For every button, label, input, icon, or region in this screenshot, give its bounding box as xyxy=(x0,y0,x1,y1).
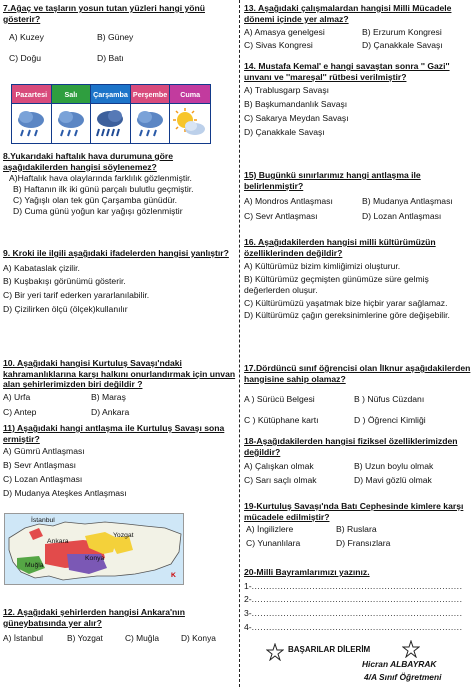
question-8 xyxy=(3,151,237,216)
q8-option-c[interactable]: C) Yağışlı olan tek gün Çarşamba günüdür. xyxy=(13,194,178,205)
q19-option-c[interactable]: C) Yunanlılara xyxy=(246,538,301,549)
question-9 xyxy=(3,248,237,315)
compass-north-icon: K xyxy=(171,572,176,579)
q15-option-c[interactable]: C) Sevr Antlaşması xyxy=(244,211,318,222)
q16-option-a[interactable]: A) Kültürümüz bizim kimliğimizi oluşturur. xyxy=(244,261,401,272)
q10-option-d[interactable]: D) Ankara xyxy=(91,406,130,417)
q9-option-b[interactable]: B) Kuşbakışı görünümü gösterir. xyxy=(3,276,126,287)
question-20-title: 20-Milli Bayramlarımızı yazınız. xyxy=(244,567,370,577)
question-10-title: 10. Aşağıdaki hangisi Kurtuluş Savaşı'ndaki kahramanlıklarına karşı halkını onurlandırmak için unvan alan şehirlerimizden biri değildir ? xyxy=(3,358,236,390)
q16-option-b[interactable]: B) Kültürümüz geçmişten günümüze süre gelmiş değerlerden oluşur. xyxy=(244,274,429,295)
q9-option-d[interactable]: D) Çizilirken ölçü (ölçek)kullanılır xyxy=(3,303,128,314)
q11-option-c[interactable]: C) Lozan Antlaşması xyxy=(3,473,83,484)
question-7-title: 7.Ağaç ve taşların yosun tutan yüzleri hangi yönü gösterir? xyxy=(3,3,205,24)
question-20 xyxy=(244,567,472,633)
question-12 xyxy=(3,607,237,644)
q8-option-a[interactable]: A)Haftalık hava olaylarında farklılık gözlenmiştir. xyxy=(9,173,192,184)
q9-option-a[interactable]: A) Kabataslak çizilir. xyxy=(3,262,80,273)
q18-option-d[interactable]: D) Mavi gözlü olmak xyxy=(354,475,432,486)
cloud-rain-icon xyxy=(12,103,52,143)
q7-option-d[interactable]: D) Batı xyxy=(97,53,124,64)
q12-option-b[interactable]: B) Yozgat xyxy=(67,633,103,644)
weather-day-header: Perşembe xyxy=(131,85,171,103)
question-16-title: 16. Aşağıdakilerden hangisi milli kültürümüzün özelliklerinden değildir? xyxy=(244,237,436,258)
q17-option-d[interactable]: D ) Öğrenci Kimliği xyxy=(354,415,426,426)
q13-option-b[interactable]: B) Erzurum Kongresi xyxy=(362,27,442,38)
question-15-title: 15) Bugünkü sınırlarımız hangi antlaşma ile belirlenmiştir? xyxy=(244,170,421,191)
question-14 xyxy=(244,61,472,137)
answer-line-1[interactable]: 1-......................................................................... xyxy=(244,580,463,591)
success-wish: BAŞARILAR DİLERİM xyxy=(288,645,371,654)
teacher-class: 4/A Sınıf Öğretmeni xyxy=(364,672,442,682)
q14-option-b[interactable]: B) Başkumandanlık Savaşı xyxy=(244,99,348,110)
question-18-title: 18-Aşağıdakilerden hangisi fiziksel özelliklerimizden değildir? xyxy=(244,436,458,457)
map-label-yozgat: Yozgat xyxy=(113,532,134,539)
column-divider xyxy=(239,0,240,687)
q15-option-d[interactable]: D) Lozan Antlaşması xyxy=(362,211,442,222)
question-8-title: 8.Yukarıdaki haftalık hava durumuna göre aşağıdakilerden hangisi söylenemez? xyxy=(3,151,174,172)
weather-day-header: Çarşamba xyxy=(91,85,131,103)
star-icon xyxy=(402,640,420,658)
answer-line-4[interactable]: 4-......................................................................... xyxy=(244,621,463,632)
question-10 xyxy=(3,358,237,418)
question-11 xyxy=(3,423,237,498)
question-19 xyxy=(244,501,472,549)
weather-day-header: Cuma xyxy=(170,85,210,103)
q8-option-d[interactable]: D) Cuma günü yoğun kar yağışı gözlenmiştir xyxy=(13,205,183,216)
q12-option-d[interactable]: D) Konya xyxy=(181,633,216,644)
map-label-mugla: Muğla xyxy=(25,562,44,569)
q14-option-d[interactable]: D) Çanakkale Savaşı xyxy=(244,126,325,137)
q16-option-c[interactable]: C) Kültürümüzü yaşatmak bize hiçbir yarar sağlamaz. xyxy=(244,297,448,308)
q13-option-a[interactable]: A) Amasya genelgesi xyxy=(244,27,325,38)
q14-option-c[interactable]: C) Sakarya Meydan Savaşı xyxy=(244,112,349,123)
weather-day-header: Salı xyxy=(52,85,92,103)
q11-option-a[interactable]: A) Gümrü Antlaşması xyxy=(3,446,85,457)
teacher-name: Hicran ALBAYRAK xyxy=(362,659,437,669)
question-18 xyxy=(244,436,472,486)
q10-option-b[interactable]: B) Maraş xyxy=(91,392,126,403)
q16-option-d[interactable]: D) Kültürümüz çağın gereksinimlerine göre değişebilir. xyxy=(244,310,450,321)
question-7 xyxy=(3,3,237,64)
q15-option-a[interactable]: A) Mondros Antlaşması xyxy=(244,196,333,207)
q13-option-c[interactable]: C) Sivas Kongresi xyxy=(244,40,313,51)
answer-line-3[interactable]: 3-......................................................................... xyxy=(244,608,463,619)
q17-option-c[interactable]: C ) Kütüphane kartı xyxy=(244,415,319,426)
turkey-map xyxy=(4,513,184,585)
weather-day-header: Pazartesi xyxy=(12,85,52,103)
q13-option-d[interactable]: D) Çanakkale Savaşı xyxy=(362,40,443,51)
question-15 xyxy=(244,170,472,222)
q7-option-a[interactable]: A) Kuzey xyxy=(9,32,44,43)
q12-option-a[interactable]: A) İstanbul xyxy=(3,633,44,644)
question-11-title: 11) Aşağıdaki hangi antlaşma ile Kurtuluş Savaşı sona ermiştir? xyxy=(3,423,225,444)
q18-option-a[interactable]: A) Çalışkan olmak xyxy=(244,461,314,472)
q9-option-c[interactable]: C) Bir yeri tarif ederken yararlanılabilir. xyxy=(3,290,150,301)
question-12-title: 12. Aşağıdaki şehirlerden hangisi Ankara'nın güneybatısında yer alır? xyxy=(3,607,185,628)
q7-option-b[interactable]: B) Güney xyxy=(97,32,134,43)
star-icon xyxy=(266,643,284,661)
map-label-istanbul: İstanbul xyxy=(31,517,55,524)
q7-option-c[interactable]: C) Doğu xyxy=(9,53,42,64)
question-19-title: 19-Kurtuluş Savaşı'nda Batı Cephesinde kimlere karşı mücadele edilmiştir? xyxy=(244,501,464,522)
answer-line-2[interactable]: 2-......................................................................... xyxy=(244,594,463,605)
q11-option-b[interactable]: B) Sevr Antlaşması xyxy=(3,460,77,471)
sun-cloud-icon xyxy=(170,103,210,143)
question-13 xyxy=(244,3,472,51)
question-17-title: 17.Dördüncü sınıf öğrencisi olan İlknur aşağıdakilerden hangisine sahip olamaz? xyxy=(244,363,471,384)
weather-table xyxy=(11,84,211,144)
q12-option-c[interactable]: C) Muğla xyxy=(125,633,159,644)
q17-option-a[interactable]: A ) Sürücü Belgesi xyxy=(244,394,315,405)
q17-option-b[interactable]: B ) Nüfus Cüzdanı xyxy=(354,394,425,405)
question-16 xyxy=(244,237,472,321)
question-9-title: 9. Kroki ile ilgili aşağıdaki ifadelerden hangisi yanlıştır? xyxy=(3,248,229,258)
q8-option-b[interactable]: B) Haftanın ilk iki günü parçalı bulutlu geçmiştir. xyxy=(13,184,194,195)
q15-option-b[interactable]: B) Mudanya Antlaşması xyxy=(362,196,453,207)
cloud-heavy-rain-icon xyxy=(91,103,131,143)
q19-option-b[interactable]: B) Ruslara xyxy=(336,524,377,535)
q18-option-c[interactable]: C) Sarı saçlı olmak xyxy=(244,475,317,486)
map-label-konya: Konya xyxy=(85,555,105,562)
question-13-title: 13. Aşağıdaki çalışmalardan hangisi Milli Mücadele dönemi içinde yer almaz? xyxy=(244,3,452,24)
cloud-rain-icon xyxy=(131,103,171,143)
q19-option-d[interactable]: D) Fransızlara xyxy=(336,538,391,549)
q19-option-a[interactable]: A) İngilizlere xyxy=(246,524,294,535)
cloud-rain-icon xyxy=(52,103,92,143)
question-14-title: 14. Mustafa Kemal' e hangi savaştan sonra '' Gazi'' unvanı ve ''mareşal'' rütbesi verilmiştir? xyxy=(244,61,450,82)
q18-option-b[interactable]: B) Uzun boylu olmak xyxy=(354,461,434,472)
q10-option-c[interactable]: C) Antep xyxy=(3,406,37,417)
question-17 xyxy=(244,363,472,426)
q11-option-d[interactable]: D) Mudanya Ateşkes Antlaşması xyxy=(3,487,127,498)
q10-option-a[interactable]: A) Urfa xyxy=(3,392,31,403)
map-label-ankara: Ankara xyxy=(47,538,69,545)
q14-option-a[interactable]: A) Trablusgarp Savaşı xyxy=(244,85,330,96)
